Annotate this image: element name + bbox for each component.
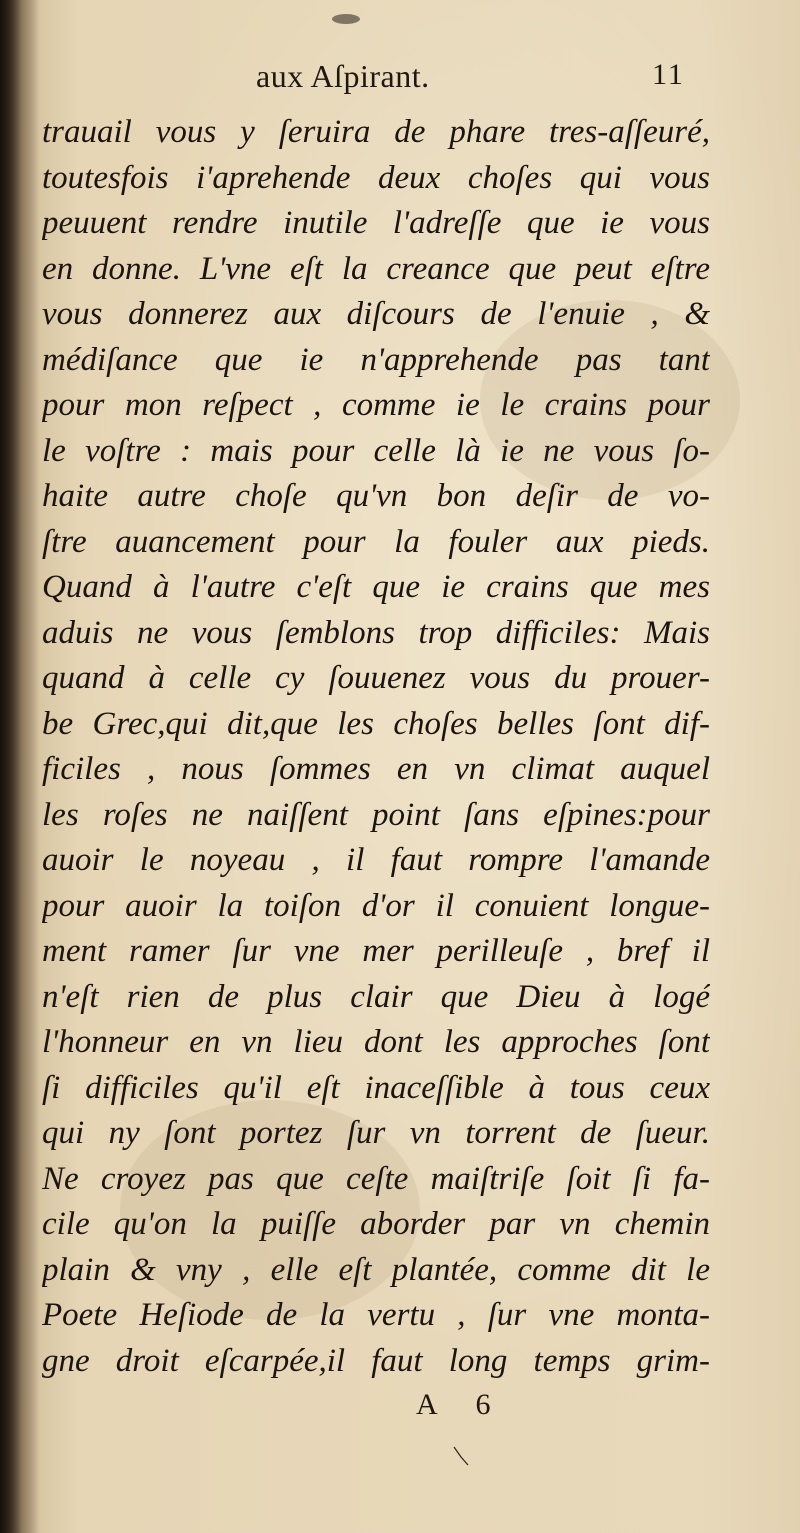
text-line: le voſtre : mais pour celle là ie ne vous ſo-	[42, 432, 710, 469]
binding-gutter	[0, 0, 40, 1533]
text-line: be Grec,qui dit,que les choſes belles ſont dif-	[42, 705, 710, 742]
text-line: l'honneur en vn lieu dont les approches ſont	[42, 1024, 710, 1060]
text-line: ſi difficiles qu'il eſt inaceſſible à tous ceux	[42, 1069, 710, 1106]
text-line: qui ny ſont portez ſur vn torrent de ſueur.	[42, 1115, 710, 1151]
text-line: les roſes ne naiſſent point ſans eſpines:pour	[42, 796, 710, 833]
text-line: gne droit eſcarpée,il faut long temps grim-	[42, 1342, 710, 1379]
text-line: Ne croyez pas que ceſte maiſtriſe ſoit ſi fa-	[42, 1160, 710, 1197]
ink-mark	[332, 14, 360, 24]
text-line: en donne. L'vne eſt la creance que peut eſtre	[42, 250, 710, 287]
text-line: trauail vous y ſeruira de phare tres-aſſeuré,	[42, 114, 710, 150]
signature-mark: A 6	[416, 1388, 507, 1421]
text-line: cile qu'on la puiſſe aborder par vn chemin	[42, 1206, 710, 1242]
text-line: quand à celle cy ſouuenez vous du prouer-	[42, 660, 710, 696]
text-line: peuuent rendre inutile l'adreſſe que ie vous	[42, 205, 710, 241]
text-line: auoir le noyeau , il faut rompre l'amande	[42, 842, 710, 878]
text-line: ſtre auancement pour la fouler aux pieds.	[42, 523, 710, 560]
running-head: aux Aſpirant.	[256, 58, 430, 94]
text-line: n'eſt rien de plus clair que Dieu à logé	[42, 978, 710, 1015]
text-line: plain & vny , elle eſt plantée, comme dit le	[42, 1251, 710, 1288]
text-line: médiſance que ie n'apprehende pas tant	[42, 341, 710, 378]
page-number: 11	[652, 58, 685, 91]
text-line: Quand à l'autre c'eſt que ie crains que mes	[42, 569, 710, 605]
text-line: ment ramer ſur vne mer perilleuſe , bref il	[42, 933, 710, 969]
text-line: aduis ne vous ſemblons trop difficiles: Mais	[42, 614, 710, 651]
body-text	[42, 110, 710, 1384]
text-line: ficiles , nous ſommes en vn climat auquel	[42, 751, 710, 787]
text-line: pour auoir la toiſon d'or il conuient longue-	[42, 887, 710, 924]
caret-mark-icon	[452, 1445, 470, 1467]
text-line: Poete Heſiode de la vertu , ſur vne monta-	[42, 1297, 710, 1333]
text-line: haite autre choſe qu'vn bon deſir de vo-	[42, 478, 710, 514]
text-line: toutesfois i'aprehende deux choſes qui vous	[42, 159, 710, 196]
text-line: pour mon reſpect , comme ie le crains pour	[42, 387, 710, 423]
text-line: vous donnerez aux diſcours de l'enuie , &	[42, 296, 710, 332]
